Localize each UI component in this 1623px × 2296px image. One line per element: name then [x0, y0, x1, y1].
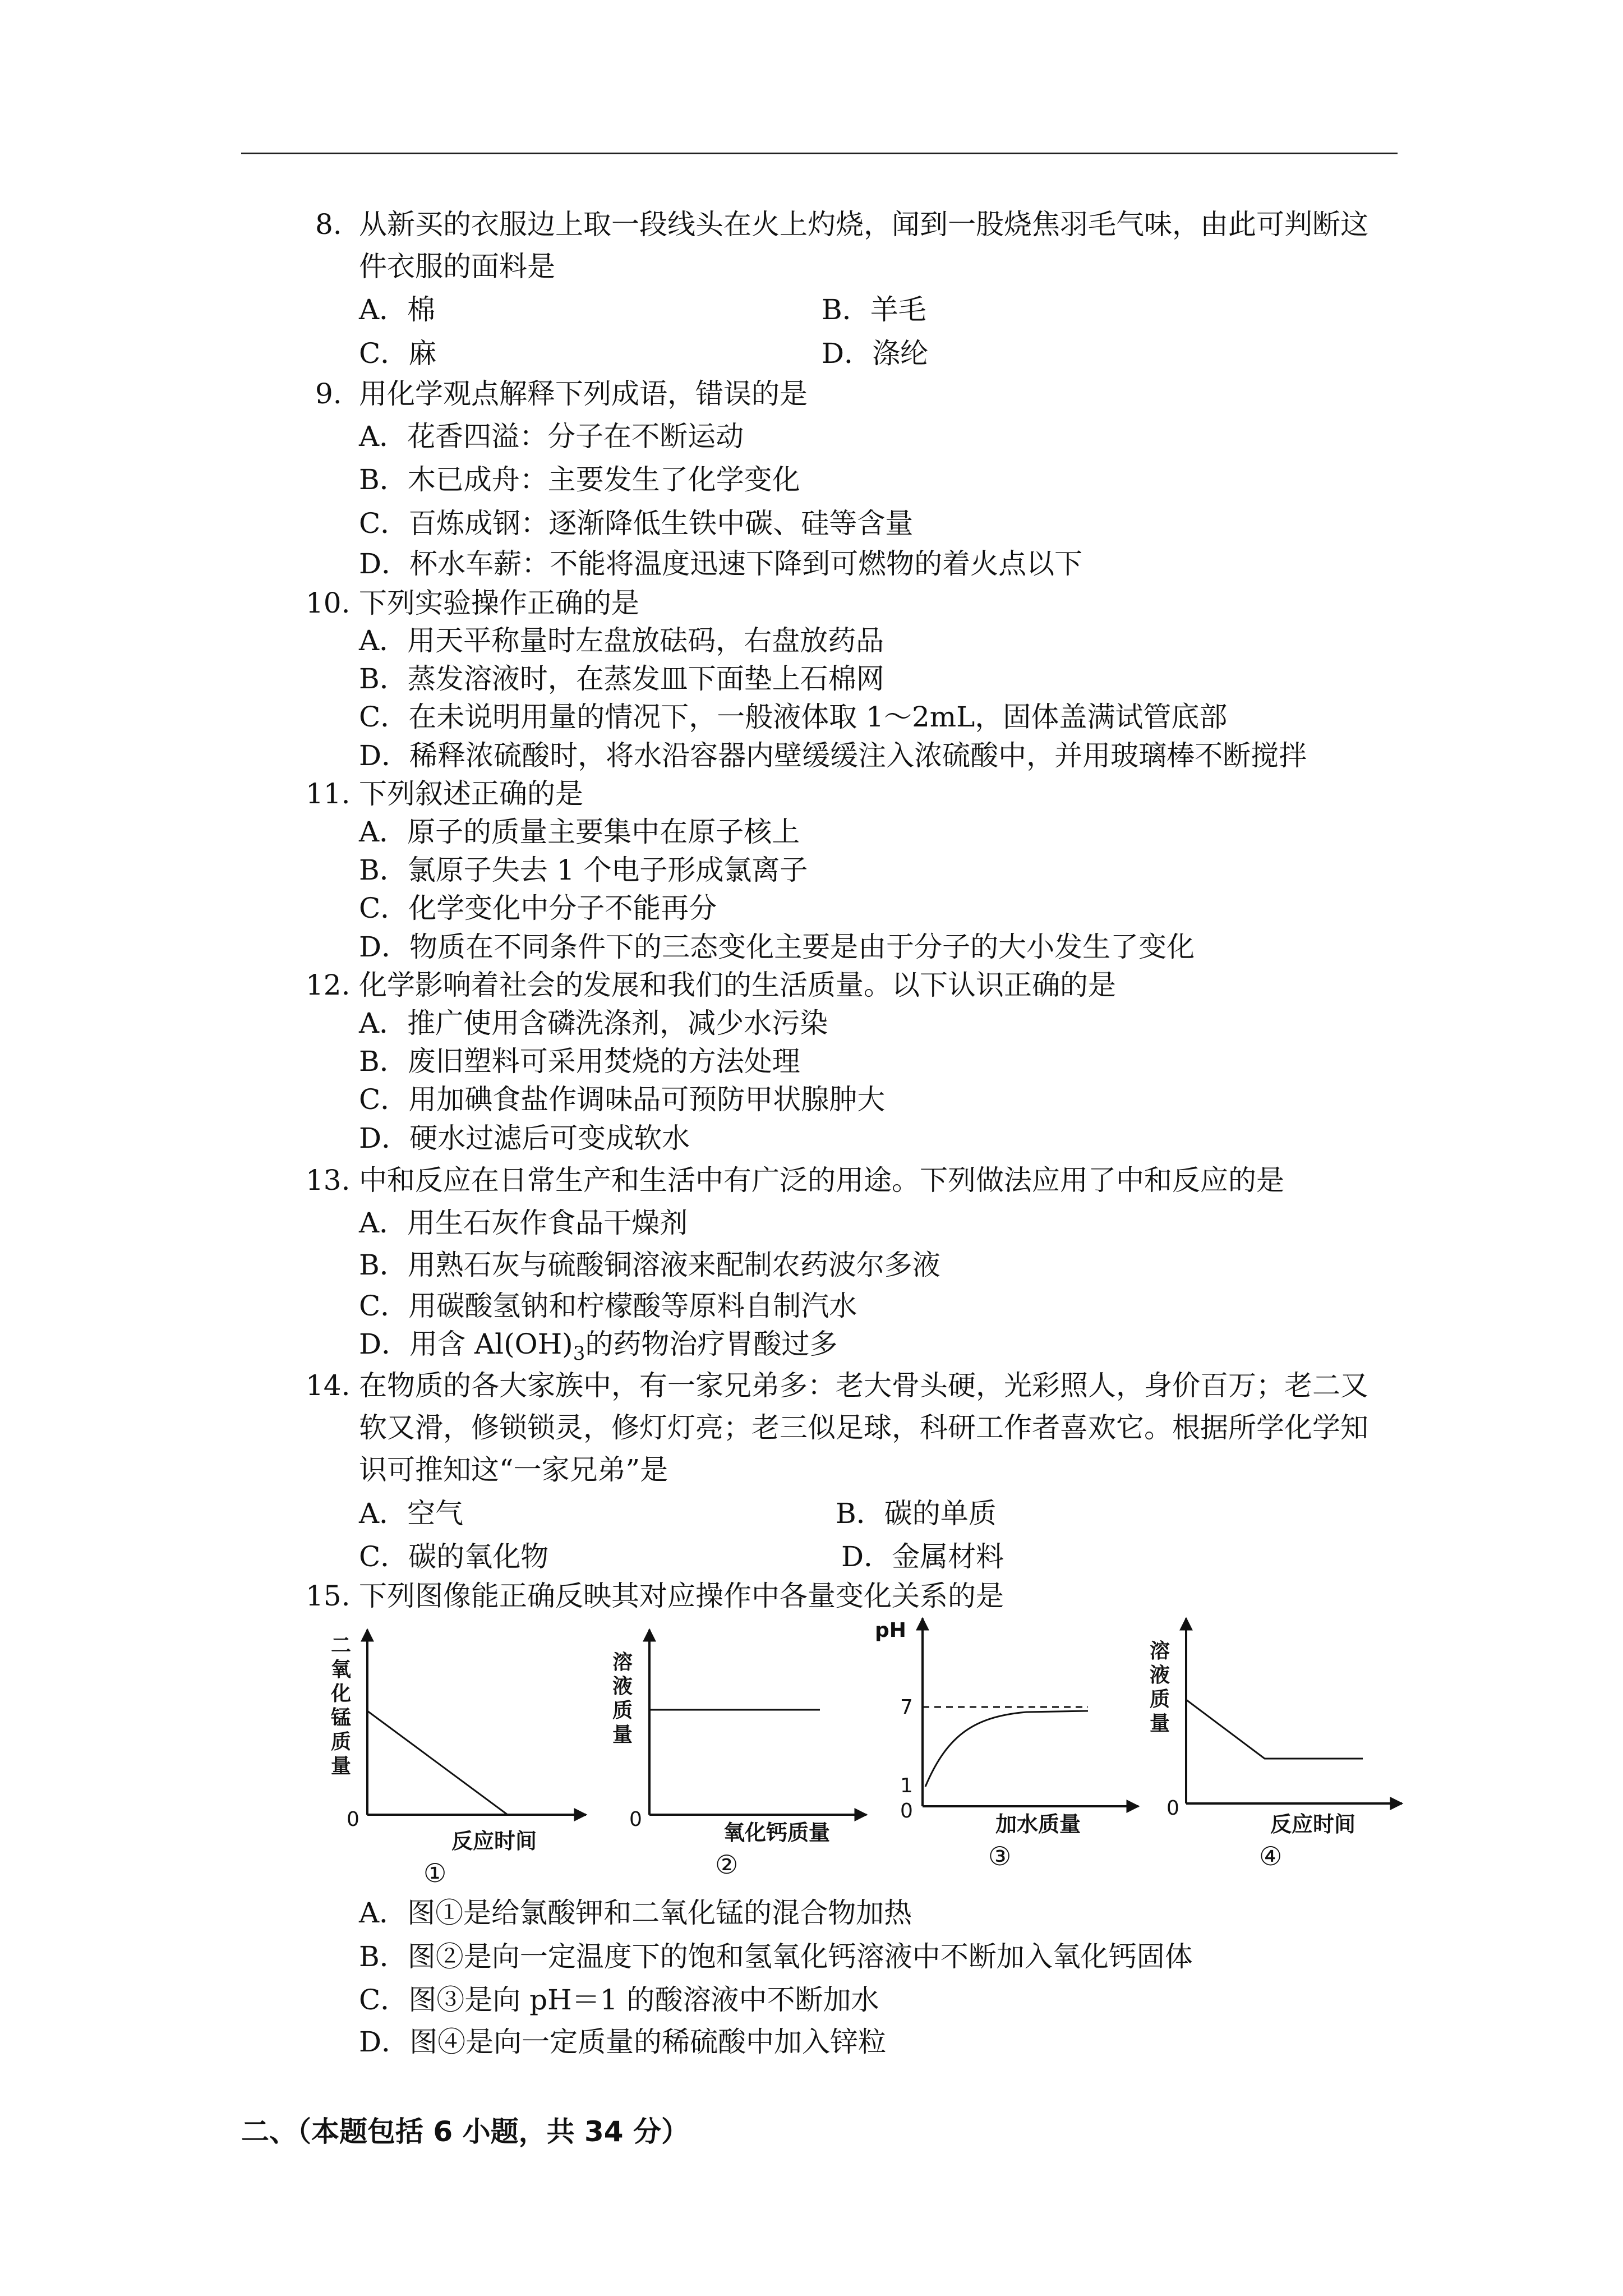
svg-text:质: 质	[1150, 1688, 1170, 1711]
graph-1-ylabel	[330, 1634, 351, 1778]
q13-number: 13.	[306, 1164, 351, 1197]
q13-stem: 中和反应在日常生产和生活中有广泛的用途。下列做法应用了中和反应的是	[359, 1164, 1284, 1197]
graph-4-ylabel	[1150, 1640, 1170, 1735]
q14-stem-line3: 识可推知这“一家兄弟”是	[359, 1453, 668, 1486]
graph-1-xlabel: 反应时间	[451, 1829, 537, 1853]
q9-number: 9.	[315, 378, 342, 410]
q14-option-c: C．碳的氧化物	[359, 1540, 549, 1573]
q11-option-d: D．物质在不同条件下的三态变化主要是由于分子的大小发生了变化	[359, 931, 1195, 963]
graph-3-origin: 0	[900, 1800, 913, 1823]
graph-2-origin: 0	[629, 1808, 642, 1831]
q8-stem-line2: 件衣服的面料是	[359, 250, 555, 283]
graph-3-ylabel: pH	[875, 1619, 906, 1642]
graph-4-curve	[1186, 1700, 1363, 1759]
q10-number: 10.	[306, 587, 351, 619]
q12-option-c: C．用加碘食盐作调味品可预防甲状腺肿大	[359, 1083, 886, 1116]
q12-option-a: A．推广使用含磷洗涤剂，减少水污染	[359, 1007, 828, 1039]
graph-2	[612, 1630, 866, 1880]
q9-option-a: A．花香四溢：分子在不断运动	[359, 420, 744, 453]
q9-option-d: D．杯水车薪：不能将温度迅速下降到可燃物的着火点以下	[359, 547, 1083, 580]
graph-1-caption: ①	[423, 1858, 447, 1888]
graph-1-curve	[367, 1711, 508, 1815]
q15-option-a: A．图①是给氯酸钾和二氧化锰的混合物加热	[359, 1897, 912, 1929]
q14-number: 14.	[306, 1369, 351, 1402]
graph-4	[1150, 1618, 1402, 1871]
q8-option-d: D．涤纶	[822, 337, 929, 370]
svg-text:溶: 溶	[612, 1651, 633, 1674]
q15-stem: 下列图像能正确反映其对应操作中各量变化关系的是	[359, 1580, 1004, 1612]
q11-number: 11.	[306, 777, 351, 810]
q8-option-a: A．棉	[359, 293, 436, 326]
graph-3-curve	[925, 1711, 1088, 1787]
svg-text:质: 质	[612, 1699, 633, 1722]
graph-3	[875, 1618, 1138, 1871]
q10-option-c: C．在未说明用量的情况下，一般液体取 1～2mL，固体盖满试管底部	[359, 701, 1228, 733]
q12-number: 12.	[306, 969, 351, 1001]
q14-stem-line2: 软又滑，修锁锁灵，修灯灯亮；老三似足球，科研工作者喜欢它。根据所学化学知	[359, 1411, 1368, 1444]
q10-option-b: B．蒸发溶液时，在蒸发皿下面垫上石棉网	[359, 662, 884, 695]
q12-stem: 化学影响着社会的发展和我们的生活质量。以下认识正确的是	[359, 969, 1116, 1001]
q8-option-b: B．羊毛	[822, 293, 926, 326]
q13-option-d: D．用含 $Al(OH)_3$的药物治疗胃酸过多	[359, 1328, 838, 1365]
graph-1-origin: 0	[347, 1808, 359, 1831]
graph-2-ylabel	[612, 1651, 633, 1746]
q8-option-c: C．麻	[359, 337, 437, 370]
q15-option-d: D．图④是向一定质量的稀硫酸中加入锌粒	[359, 2026, 887, 2058]
q14-stem-line1: 在物质的各大家族中，有一家兄弟多：老大骨头硬，光彩照人，身价百万；老二又	[359, 1369, 1368, 1402]
graph-4-xlabel: 反应时间	[1270, 1812, 1356, 1837]
q11-option-b: B．氯原子失去 1 个电子形成氯离子	[359, 854, 808, 886]
svg-text:量: 量	[612, 1723, 633, 1746]
q8-stem-line1: 从新买的衣服边上取一段线头在火上灼烧，闻到一股烧焦羽毛气味，由此可判断这	[359, 208, 1368, 241]
q14-option-b: B．碳的单质	[836, 1497, 997, 1530]
svg-text:液: 液	[1150, 1664, 1170, 1687]
svg-text:量: 量	[331, 1755, 352, 1778]
graph-2-xlabel: 氧化钙质量	[723, 1820, 831, 1845]
svg-text:量: 量	[1150, 1712, 1170, 1735]
svg-text:锰: 锰	[331, 1706, 352, 1729]
q10-option-a: A．用天平称量时左盘放砝码，右盘放药品	[359, 624, 884, 657]
q9-option-c: C．百炼成钢：逐渐降低生铁中碳、硅等含量	[359, 507, 914, 540]
q15-number: 15.	[306, 1580, 351, 1612]
graph-1	[330, 1630, 586, 1888]
q9-option-b: B．木已成舟：主要发生了化学变化	[359, 463, 800, 496]
q8-number: 8.	[315, 208, 342, 241]
graph-3-tick-7: 7	[900, 1696, 913, 1719]
q14-option-d: D．金属材料	[841, 1540, 1004, 1573]
q13-option-b: B．用熟石灰与硫酸铜溶液来配制农药波尔多液	[359, 1249, 940, 1281]
q11-option-c: C．化学变化中分子不能再分	[359, 892, 717, 924]
graph-2-caption: ②	[715, 1849, 739, 1880]
q12-option-b: B．废旧塑料可采用焚烧的方法处理	[359, 1045, 800, 1078]
q15-option-b: B．图②是向一定温度下的饱和氢氧化钙溶液中不断加入氧化钙固体	[359, 1940, 1193, 1973]
graph-3-tick-1: 1	[900, 1774, 913, 1797]
svg-text:质: 质	[331, 1731, 352, 1754]
q9-stem: 用化学观点解释下列成语，错误的是	[359, 378, 808, 410]
q10-option-d: D．稀释浓硫酸时，将水沿容器内壁缓缓注入浓硫酸中，并用玻璃棒不断搅拌	[359, 739, 1307, 772]
svg-text:液: 液	[612, 1675, 633, 1698]
q12-option-d: D．硬水过滤后可变成软水	[359, 1122, 690, 1154]
q14-option-a: A．空气	[359, 1497, 464, 1530]
q10-stem: 下列实验操作正确的是	[359, 587, 639, 619]
graph-4-origin: 0	[1166, 1797, 1179, 1820]
svg-text:化: 化	[331, 1682, 352, 1705]
q11-option-a: A．原子的质量主要集中在原子核上	[359, 816, 800, 848]
q15-option-c: C．图③是向 pH＝1 的酸溶液中不断加水	[359, 1984, 879, 2016]
q13-option-c: C．用碳酸氢钠和柠檬酸等原料自制汽水	[359, 1290, 857, 1322]
q11-stem: 下列叙述正确的是	[359, 777, 583, 810]
svg-text:氧: 氧	[331, 1658, 352, 1681]
graph-3-caption: ③	[988, 1841, 1012, 1871]
graph-3-xlabel: 加水质量	[995, 1812, 1081, 1837]
svg-text:二: 二	[331, 1634, 352, 1657]
section-2-heading: 二、（本题包括 6 小题，共 34 分）	[241, 2115, 689, 2148]
q13-option-a: A．用生石灰作食品干燥剂	[359, 1207, 688, 1239]
svg-text:溶: 溶	[1150, 1640, 1170, 1663]
graph-4-caption: ④	[1259, 1841, 1283, 1871]
